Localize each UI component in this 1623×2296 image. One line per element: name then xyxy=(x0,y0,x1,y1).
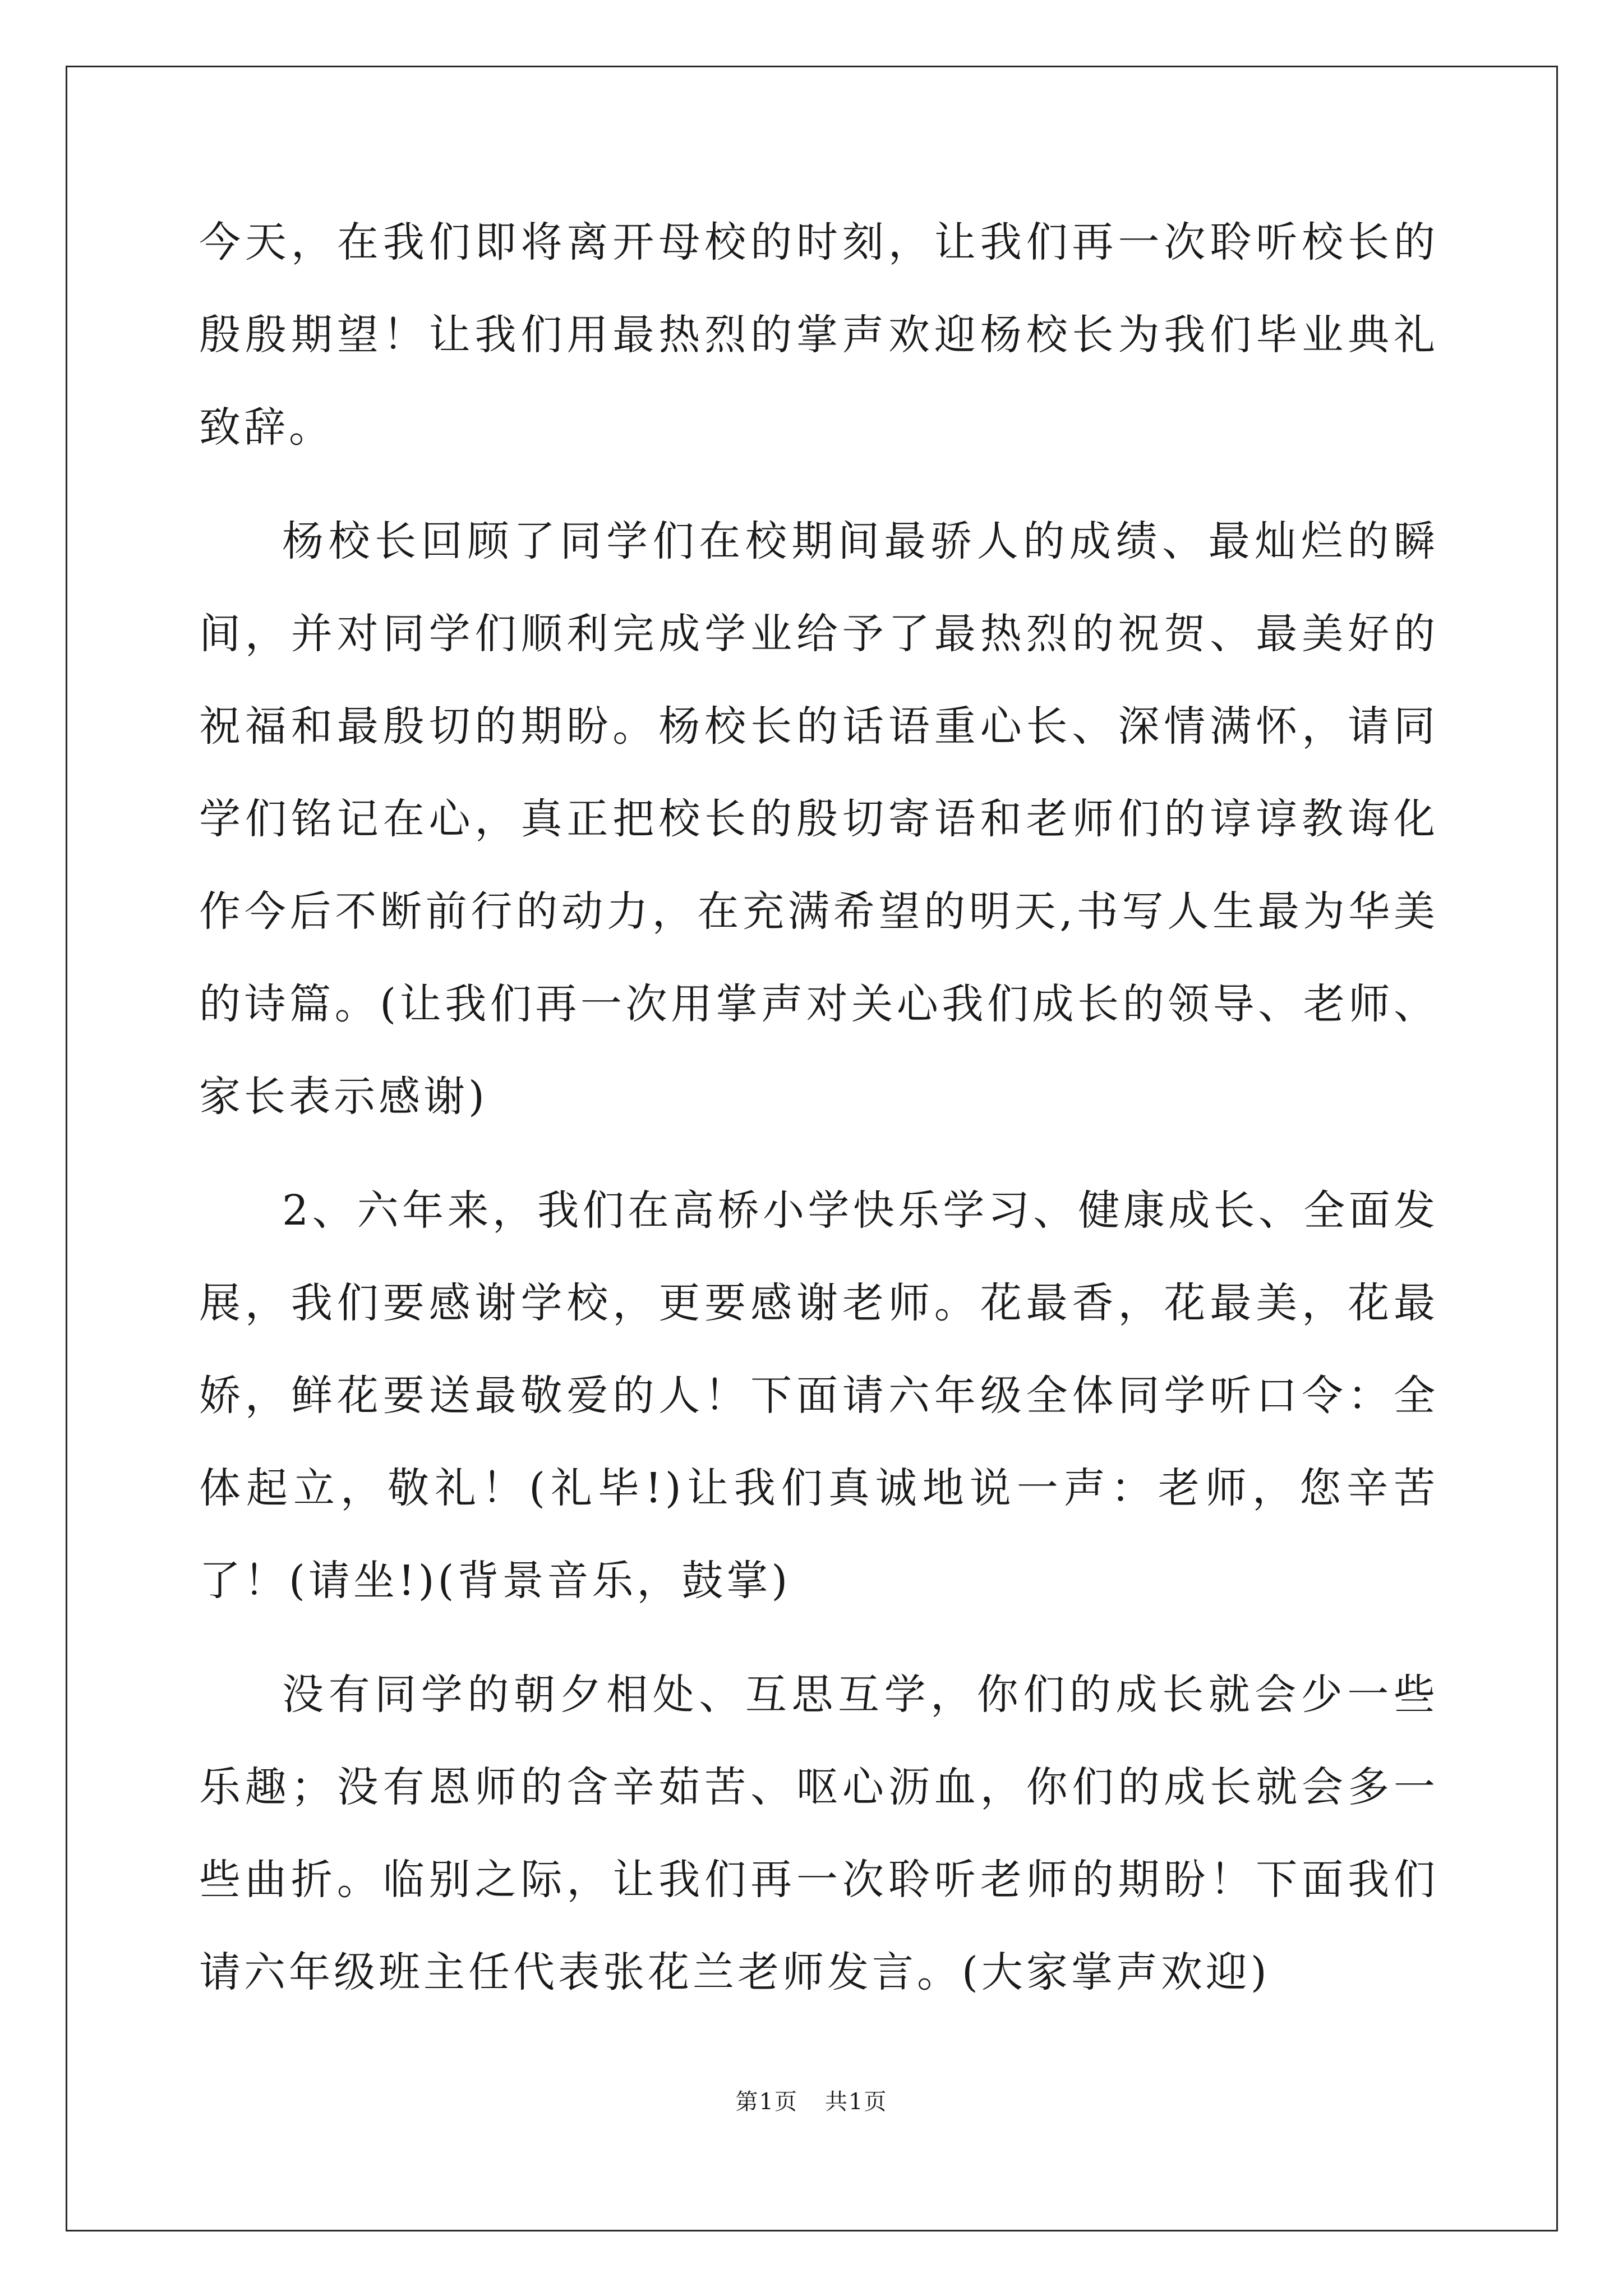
page-footer xyxy=(0,2084,1623,2116)
paragraph-opening: 今天，在我们即将离开母校的时刻，让我们再一次聆听校长的殷殷期望！让我们用最热烈的掌声欢迎杨校长为我们毕业典礼致辞。 xyxy=(199,218,1438,452)
paragraph-teacher-speech-intro: 没有同学的朝夕相处、互思互学，你们的成长就会少一些乐趣；没有恩师的含辛茹苦、呕心沥血，你们的成长就会多一些曲折。临别之际，让我们再一次聆听老师的期盼！下面我们请六年级班主任代表张花兰老师发言。(大家掌声欢迎) xyxy=(199,1671,1438,1996)
paragraph-thank-teachers: 2、六年来，我们在高桥小学快乐学习、健康成长、全面发展，我们要感谢学校，更要感谢老师。花最香，花最美，花最娇，鲜花要送最敬爱的人！下面请六年级全体同学听口令：全体起立，敬礼！(礼毕!)让我们真诚地说一声：老师，您辛苦了！(请坐!)(背景音乐，鼓掌) xyxy=(199,1186,1438,1605)
document-body xyxy=(199,196,1438,2019)
page-total: 共1页 xyxy=(825,2089,888,2115)
page-number: 第1页 xyxy=(735,2089,798,2115)
paragraph-principal-speech: 杨校长回顾了同学们在校期间最骄人的成绩、最灿烂的瞬间，并对同学们顺利完成学业给予了最热烈的祝贺、最美好的祝福和最殷切的期盼。杨校长的话语重心长、深情满怀，请同学们铭记在心，真正把校长的殷切寄语和老师们的谆谆教诲化作今后不断前行的动力，在充满希望的明天,书写人生最为华美的诗篇。(让我们再一次用掌声对关心我们成长的领导、老师、家长表示感谢) xyxy=(199,517,1438,1121)
